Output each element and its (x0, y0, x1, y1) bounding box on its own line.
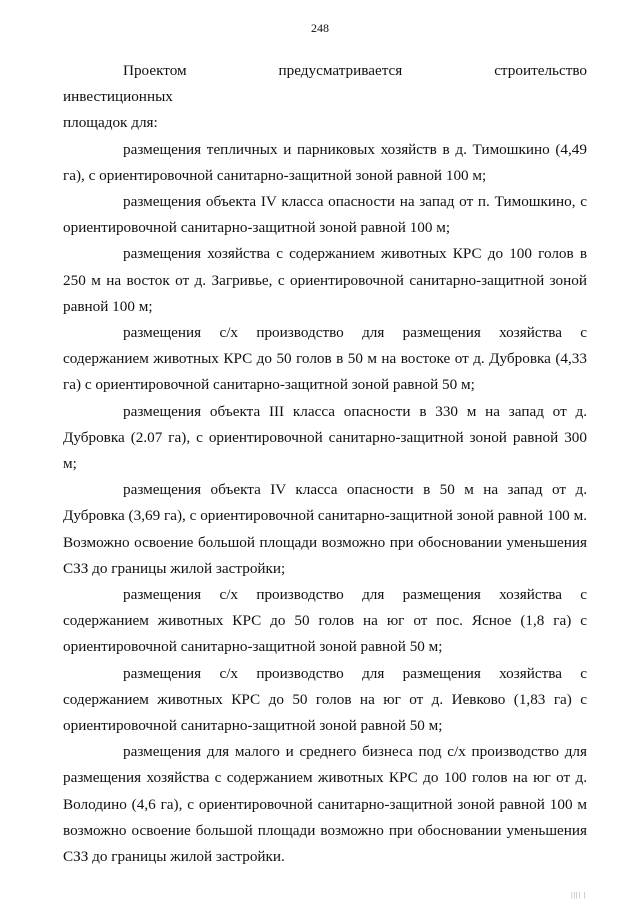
intro-line-1: Проектом предусматривается строительство инвестиционных (63, 62, 587, 106)
body-text (63, 58, 587, 870)
list-item: размещения объекта IV класса опасности в 50 м на запад от д. Дубровка (3,69 га), с ориентировочной санитарно-защитной зоной равной 100 м. Возможно освоение большой площади возможно при обосновании уменьшения СЗЗ до границы жилой застройки; (63, 481, 587, 577)
list-item: размещения объекта IV класса опасности на запад от п. Тимошкино, с ориентировочной санитарно-защитной зоной равной 100 м; (63, 193, 587, 237)
list-item: размещения с/х производство для размещения хозяйства с содержанием животных КРС до 50 голов на юг от пос. Ясное (1,8 га) с ориентировочной санитарно-защитной зоной равной 50 м; (63, 586, 587, 656)
list-item: размещения с/х производство для размещения хозяйства с содержанием животных КРС до 50 голов на юг от д. Иевково (1,83 га) с ориентировочной санитарно-защитной зоной равной 50 м; (63, 664, 587, 735)
list-item: размещения объекта III класса опасности в 330 м на запад от д. Дубровка (2.07 га), с ориентировочной санитарно-защитной зоной равной 300 м; (63, 402, 587, 473)
list-item: размещения для малого и среднего бизнеса под с/х производство для размещения хозяйства с содержанием животных КРС до 100 голов на юг от д. Володино (4,6 га), с ориентировочной санитарно-защитной зоной равной 100 м возможно освоение большой площади возможно при обосновании уменьшения СЗЗ до границы жилой застройки. (63, 743, 587, 866)
list-item: размещения тепличных и парниковых хозяйств в д. Тимошкино (4,49 га), с ориентировочной санитарно-защитной зоной равной 100 м; (63, 140, 587, 184)
scan-mark: |||| | (571, 891, 586, 899)
intro-line-2: площадок для: (63, 114, 158, 132)
list-item: размещения с/х производство для размещения хозяйства с содержанием животных КРС до 50 голов в 50 м на востоке от д. Дубровка (4,33 га) с ориентировочной санитарно-защитной зоной равной 50 м; (63, 324, 587, 394)
page-number: 248 (311, 21, 329, 35)
list-item: размещения хозяйства с содержанием животных КРС до 100 голов в 250 м на восток от д. Загривье, с ориентировочной санитарно-защитной зоной равной 100 м; (63, 245, 587, 315)
